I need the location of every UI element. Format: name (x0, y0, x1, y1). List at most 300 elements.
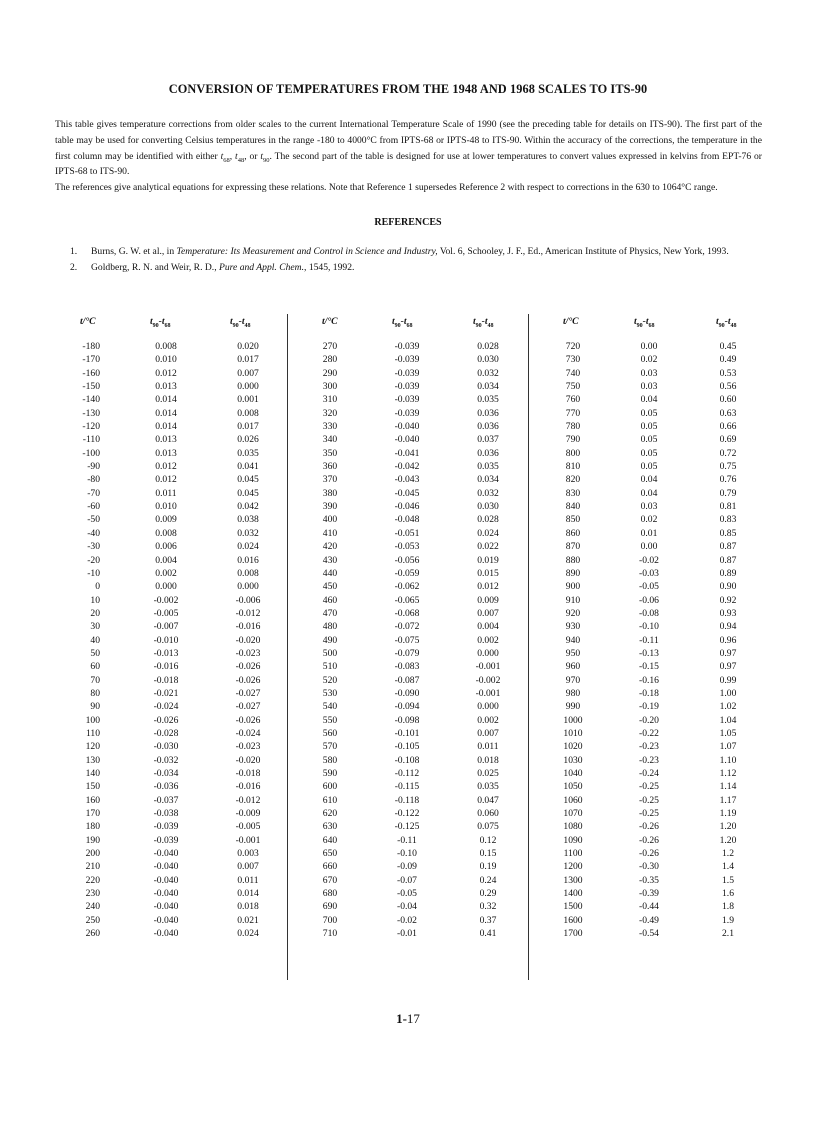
table-cell: 0.007 (237, 367, 259, 379)
table-cell: 1.05 (719, 727, 737, 739)
table-cell: 230 (85, 888, 100, 900)
table-cell: 330 (322, 421, 338, 433)
table-cell: -0.26 (639, 848, 659, 860)
table-cell: -110 (82, 434, 100, 446)
table-cell: 0.038 (237, 514, 259, 526)
table-cell: -0.25 (639, 794, 659, 806)
table-cell: 0.53 (719, 367, 737, 379)
table-cell: -0.024 (235, 727, 261, 739)
table-cell: 10 (90, 594, 100, 606)
table-cell: 1.19 (719, 808, 737, 820)
table-cell: 0.93 (719, 607, 737, 619)
references-list (70, 245, 762, 276)
col-header-t90-t48 (230, 316, 251, 329)
table-cell: 0.87 (719, 554, 737, 566)
table-cell: -60 (87, 501, 100, 513)
table-cell: 500 (322, 647, 338, 659)
table-cell: 0.41 (479, 928, 497, 940)
reference-text: Goldberg, R. N. and Weir, R. D., (91, 261, 219, 273)
t-symbol: t (392, 316, 395, 327)
table-cell: -0.040 (153, 888, 179, 900)
table-cell: 90 (90, 701, 100, 713)
table-cell: 470 (322, 607, 338, 619)
t-symbol: t (230, 316, 233, 327)
table-cell: 1400 (563, 888, 583, 900)
table-cell: 1.04 (719, 714, 737, 726)
table-cell: 0.008 (237, 407, 259, 419)
table-cell: 0.76 (719, 474, 737, 486)
table-cell: 0.002 (477, 634, 499, 646)
reference-number: 2. (70, 261, 78, 273)
table-cell: 980 (565, 687, 581, 699)
table-cell: 0.007 (477, 607, 499, 619)
table-cell: 0.024 (237, 541, 259, 553)
table-cell: -0.23 (639, 741, 659, 753)
table-cell: 820 (565, 474, 581, 486)
table-cell: 800 (565, 447, 581, 459)
sub-90: 90 (718, 322, 725, 329)
table-cell: 420 (322, 541, 338, 553)
table-cell: 910 (565, 594, 581, 606)
table-cell: 0 (95, 581, 100, 593)
table-cell: -0.094 (394, 701, 420, 713)
table-cell: 380 (322, 487, 338, 499)
table-cell: -0.005 (153, 607, 179, 619)
table-cell: 860 (565, 527, 581, 539)
table-cell: -0.043 (394, 474, 420, 486)
table-cell: -0.036 (153, 781, 179, 793)
table-cell: -0.072 (394, 621, 420, 633)
t90-t68-column (623, 340, 675, 940)
table-cell: -0.068 (394, 607, 420, 619)
t-symbol: t (260, 150, 264, 162)
table-cell: -0.018 (235, 768, 261, 779)
table-cell: 950 (565, 647, 581, 659)
t90-t68-column (381, 340, 433, 940)
table-cell: 0.29 (479, 888, 497, 900)
table-cell: -0.056 (394, 554, 420, 566)
table-cell: 300 (322, 381, 338, 393)
table-cell: 0.008 (155, 341, 177, 352)
table-cell: -0.051 (394, 527, 420, 539)
table-cell: 680 (322, 888, 338, 900)
table-cell: 0.047 (477, 794, 499, 806)
table-cell: 480 (322, 621, 338, 633)
table-cell: 0.035 (477, 394, 499, 406)
table-cell: 0.72 (719, 447, 737, 459)
table-cell: 40 (90, 634, 100, 646)
table-cell: 1.10 (719, 754, 737, 766)
table-cell: 960 (565, 661, 581, 673)
table-cell: 0.011 (237, 874, 259, 886)
table-cell: -0.35 (639, 874, 659, 886)
table-cell: 0.036 (477, 407, 499, 419)
table-cell: 0.004 (155, 554, 177, 566)
table-cell: -0.059 (394, 567, 420, 579)
table-cell: 350 (322, 447, 338, 459)
sub-48: 48 (487, 322, 494, 329)
table-cell: 0.05 (640, 421, 658, 433)
table-cell: 0.45 (719, 341, 737, 352)
table-cell: 0.97 (719, 647, 737, 659)
table-cell: 0.00 (640, 541, 658, 553)
sub-68: 68 (648, 322, 655, 329)
table-cell: 0.013 (155, 434, 177, 446)
dash-t: -t (724, 316, 731, 327)
table-cell: 600 (322, 781, 338, 793)
table-cell: 1080 (563, 821, 583, 833)
table-cell: 0.014 (155, 394, 177, 406)
table-cell: 0.035 (477, 461, 499, 473)
table-cell: -120 (82, 421, 100, 433)
table-cell: 310 (322, 394, 338, 406)
table-cell: 0.000 (477, 701, 499, 713)
table-cell: 690 (322, 901, 338, 913)
table-cell: -0.030 (153, 741, 179, 753)
table-cell: -0.02 (397, 914, 417, 926)
table-cell: -0.087 (394, 674, 420, 686)
table-cell: -0.18 (639, 687, 659, 699)
table-cell: 0.014 (155, 421, 177, 433)
table-cell: 0.60 (719, 394, 737, 406)
table-cell: -0.018 (153, 674, 179, 686)
table-cell: 670 (322, 874, 338, 886)
table-cell: 0.007 (477, 727, 499, 739)
table-cell: 0.024 (477, 527, 499, 539)
table-cell: -160 (82, 367, 100, 379)
table-cell: 0.05 (640, 407, 658, 419)
table-cell: 610 (322, 794, 338, 806)
table-cell: 1300 (563, 874, 583, 886)
table-cell: -0.040 (153, 914, 179, 926)
table-cell: -0.05 (397, 888, 417, 900)
table-cell: 440 (322, 567, 338, 579)
table-cell: 0.007 (237, 861, 259, 873)
table-cell: 0.05 (640, 461, 658, 473)
table-cell: 1.14 (719, 781, 737, 793)
table-cell: 770 (565, 407, 581, 419)
table-cell: 0.034 (477, 381, 499, 393)
table-cell: 160 (85, 794, 100, 806)
sub-68: 68 (406, 322, 413, 329)
table-cell: 0.90 (719, 581, 737, 593)
sub-48: 48 (730, 322, 737, 329)
table-cell: 0.032 (477, 487, 499, 499)
table-cell: -0.54 (639, 928, 659, 940)
table-cell: 710 (322, 928, 338, 940)
table-cell: 410 (322, 527, 338, 539)
table-cell: 0.017 (237, 354, 259, 366)
table-cell: -0.001 (475, 661, 501, 673)
table-cell: 0.011 (477, 741, 499, 753)
table-cell: 150 (85, 781, 100, 793)
intro-text-b: . The second part of the table is designed for use at lower temperatures to convert values expressed in kelvins from EPT-76 or IPTS-68 to ITS-90. (55, 150, 763, 178)
table-cell: -0.013 (153, 647, 179, 659)
table-cell: 0.013 (155, 447, 177, 459)
table-cell: -0.125 (394, 821, 420, 833)
table-cell: 0.010 (155, 501, 177, 513)
table-cell: 0.24 (479, 874, 497, 886)
table-cell: 0.56 (719, 381, 737, 393)
table-cell: -0.016 (153, 661, 179, 673)
table-cell: 1.17 (719, 794, 737, 806)
table-cell: -0.021 (153, 687, 179, 699)
table-cell: -0.039 (394, 407, 420, 419)
sub-48: 48 (244, 322, 251, 329)
or-text: , or (244, 150, 261, 162)
table-cell: -0.016 (235, 781, 261, 793)
table-cell: -130 (82, 407, 100, 419)
t-symbol: t (473, 316, 476, 327)
table-cell: -0.062 (394, 581, 420, 593)
table-cell: -0.039 (394, 341, 420, 352)
table-cell: 30 (90, 621, 100, 633)
table-cell: -150 (82, 381, 100, 393)
sub-48: 48 (237, 156, 245, 164)
temp-column (551, 340, 595, 940)
table-cell: 0.003 (237, 848, 259, 860)
table-cell: 0.19 (479, 861, 497, 873)
t90-t48-column (702, 340, 754, 940)
table-cell: 0.05 (640, 434, 658, 446)
table-cell: -0.101 (394, 727, 420, 739)
table-cell: 1040 (563, 768, 583, 779)
table-cell: -30 (87, 541, 100, 553)
table-cell: 940 (565, 634, 581, 646)
table-cell: 1.5 (722, 874, 734, 886)
table-cell: 0.014 (155, 407, 177, 419)
table-cell: 260 (85, 928, 100, 940)
table-cell: -0.118 (394, 794, 420, 806)
table-cell: 390 (322, 501, 338, 513)
table-cell: 400 (322, 514, 338, 526)
table-cell: 840 (565, 501, 581, 513)
table-cell: 560 (322, 727, 338, 739)
table-cell: 0.012 (477, 581, 499, 593)
table-cell: -0.005 (235, 821, 261, 833)
col-header-t90-t68 (392, 316, 413, 329)
table-cell: 0.045 (237, 487, 259, 499)
page-number (0, 1011, 816, 1027)
table-cell: 640 (322, 834, 338, 846)
table-cell: -90 (87, 461, 100, 473)
table-cell: 590 (322, 768, 338, 779)
sub-90: 90 (263, 156, 270, 164)
intro-paragraph-2: The references give analytical equations for expressing these relations. Note that Reference 1 supersedes Reference 2 with respect to corrections in the 630 to 1064°C range. (55, 182, 718, 194)
temp-column (60, 340, 100, 940)
table-cell: 1050 (563, 781, 583, 793)
table-cell: 1.20 (719, 821, 737, 833)
table-cell: -0.09 (397, 861, 417, 873)
table-cell: 850 (565, 514, 581, 526)
table-cell: 1020 (563, 741, 583, 753)
t-symbol: t (220, 150, 224, 162)
comma: , (229, 150, 236, 162)
table-cell: 1700 (563, 928, 583, 940)
t-symbol: t (716, 316, 719, 327)
page-title: CONVERSION OF TEMPERATURES FROM THE 1948 AND 1968 SCALES TO ITS-90 (168, 82, 648, 96)
table-cell: 200 (85, 848, 100, 860)
table-cell: -0.026 (235, 674, 261, 686)
table-cell: 1500 (563, 901, 583, 913)
table-cell: 0.019 (477, 554, 499, 566)
table-cell: -0.038 (153, 808, 179, 820)
table-cell: 1.8 (722, 901, 734, 913)
table-cell: 0.028 (477, 514, 499, 526)
dash-t: -t (400, 316, 407, 327)
table-cell: 0.018 (237, 901, 259, 913)
table-cell: 1.02 (719, 701, 737, 713)
table-cell: 550 (322, 714, 338, 726)
table-cell: -0.027 (235, 701, 261, 713)
table-cell: 830 (565, 487, 581, 499)
table-cell: -0.023 (235, 647, 261, 659)
dash-t: -t (238, 316, 245, 327)
reference-text: , 1545, 1992. (304, 261, 355, 273)
table-cell: 1.00 (719, 687, 737, 699)
table-cell: -0.039 (394, 381, 420, 393)
reference-title: Pure and Appl. Chem. (219, 261, 305, 273)
sub-90: 90 (232, 322, 239, 329)
reference-text: Vol. 6, Schooley, J. F., Ed., American Institute of Physics, New York, 1993. (437, 246, 729, 257)
table-cell: -0.041 (394, 447, 420, 459)
table-cell: 360 (322, 461, 338, 473)
table-cell: 140 (85, 768, 100, 779)
table-cell: 270 (322, 341, 338, 352)
table-cell: 0.000 (237, 381, 259, 393)
col-header-t90-t68 (150, 316, 171, 329)
table-cell: 0.036 (477, 421, 499, 433)
table-cell: -170 (82, 354, 100, 366)
table-cell: 570 (322, 741, 338, 753)
col-header-temp: t/°C (563, 316, 579, 327)
reference-item (70, 245, 762, 259)
table-cell: 0.12 (479, 834, 497, 846)
table-cell: -0.023 (235, 741, 261, 753)
table-cell: 0.02 (640, 354, 658, 366)
table-cell: -0.03 (639, 567, 659, 579)
table-cell: -0.20 (639, 714, 659, 726)
table-cell: -0.108 (394, 754, 420, 766)
table-cell: -20 (87, 554, 100, 566)
table-cell: 240 (85, 901, 100, 913)
table-cell: 460 (322, 594, 338, 606)
table-cell: 0.035 (477, 781, 499, 793)
dash-t: -t (481, 316, 488, 327)
table-cell: 0.041 (237, 461, 259, 473)
table-cell: -0.006 (235, 594, 261, 606)
table-cell: -0.016 (235, 621, 261, 633)
table-cell: -0.026 (235, 714, 261, 726)
sub-68: 68 (164, 322, 171, 329)
table-cell: 0.69 (719, 434, 737, 446)
table-cell: 900 (565, 581, 581, 593)
table-cell: 0.012 (155, 367, 177, 379)
table-cell: -0.040 (394, 434, 420, 446)
table-cell: -0.13 (639, 647, 659, 659)
table-cell: 0.024 (237, 928, 259, 940)
table-cell: 170 (85, 808, 100, 820)
table-cell: -0.083 (394, 661, 420, 673)
table-cell: 430 (322, 554, 338, 566)
sub-90: 90 (475, 322, 482, 329)
table-cell: 1.4 (722, 861, 734, 873)
table-cell: 0.028 (477, 341, 499, 352)
table-cell: -0.024 (153, 701, 179, 713)
table-cell: -100 (82, 447, 100, 459)
table-cell: -0.034 (153, 768, 179, 779)
table-cell: -0.042 (394, 461, 420, 473)
table-cell: 320 (322, 407, 338, 419)
table-cell: 290 (322, 367, 338, 379)
table-cell: 0.008 (237, 567, 259, 579)
table-cell: 0.012 (155, 474, 177, 486)
table-cell: -0.027 (235, 687, 261, 699)
table-cell: 0.025 (477, 768, 499, 779)
table-cell: -0.040 (153, 901, 179, 913)
table-cell: -40 (87, 527, 100, 539)
table-cell: 0.020 (237, 341, 259, 352)
table-cell: 510 (322, 661, 338, 673)
reference-title: Temperature: Its Measurement and Control in Science and Industry, (176, 246, 438, 257)
table-cell: 1.07 (719, 741, 737, 753)
sub-68: 68 (223, 156, 230, 164)
table-cell: -0.07 (397, 874, 417, 886)
table-cell: -0.122 (394, 808, 420, 820)
table-cell: 530 (322, 687, 338, 699)
table-cell: 0.075 (477, 821, 499, 833)
table-cell: 790 (565, 434, 581, 446)
table-cell: -0.075 (394, 634, 420, 646)
reference-number: 1. (70, 246, 78, 257)
table-cell: -0.032 (153, 754, 179, 766)
table-cell: 130 (85, 754, 100, 766)
dash-t: -t (642, 316, 649, 327)
table-cell: 0.96 (719, 634, 737, 646)
table-cell: 0.04 (640, 474, 658, 486)
table-cell: -0.22 (639, 727, 659, 739)
table-cell: 0.87 (719, 541, 737, 553)
table-cell: 0.05 (640, 447, 658, 459)
table-cell: -0.26 (639, 834, 659, 846)
table-cell: -50 (87, 514, 100, 526)
table-cell: -0.19 (639, 701, 659, 713)
table-cell: 0.92 (719, 594, 737, 606)
sub-90: 90 (394, 322, 401, 329)
table-cell: 730 (565, 354, 581, 366)
t-symbol: t (634, 316, 637, 327)
table-cell: -0.26 (639, 821, 659, 833)
table-cell: 0.66 (719, 421, 737, 433)
table-cell: 0.009 (155, 514, 177, 526)
table-cell: -0.039 (394, 354, 420, 366)
intro-text (55, 117, 762, 196)
table-cell: 540 (322, 701, 338, 713)
table-cell: 0.79 (719, 487, 737, 499)
table-cell: 280 (322, 354, 338, 366)
col-header-t90-t68 (634, 316, 655, 329)
table-cell: 970 (565, 674, 581, 686)
table-cell: 0.030 (477, 501, 499, 513)
table-cell: 1200 (563, 861, 583, 873)
table-cell: 660 (322, 861, 338, 873)
table-cell: 1100 (563, 848, 583, 860)
table-cell: 620 (322, 808, 338, 820)
table-cell: 220 (85, 874, 100, 886)
table-cell: 0.026 (237, 434, 259, 446)
t90-t48-column (222, 340, 274, 940)
table-cell: 490 (322, 634, 338, 646)
